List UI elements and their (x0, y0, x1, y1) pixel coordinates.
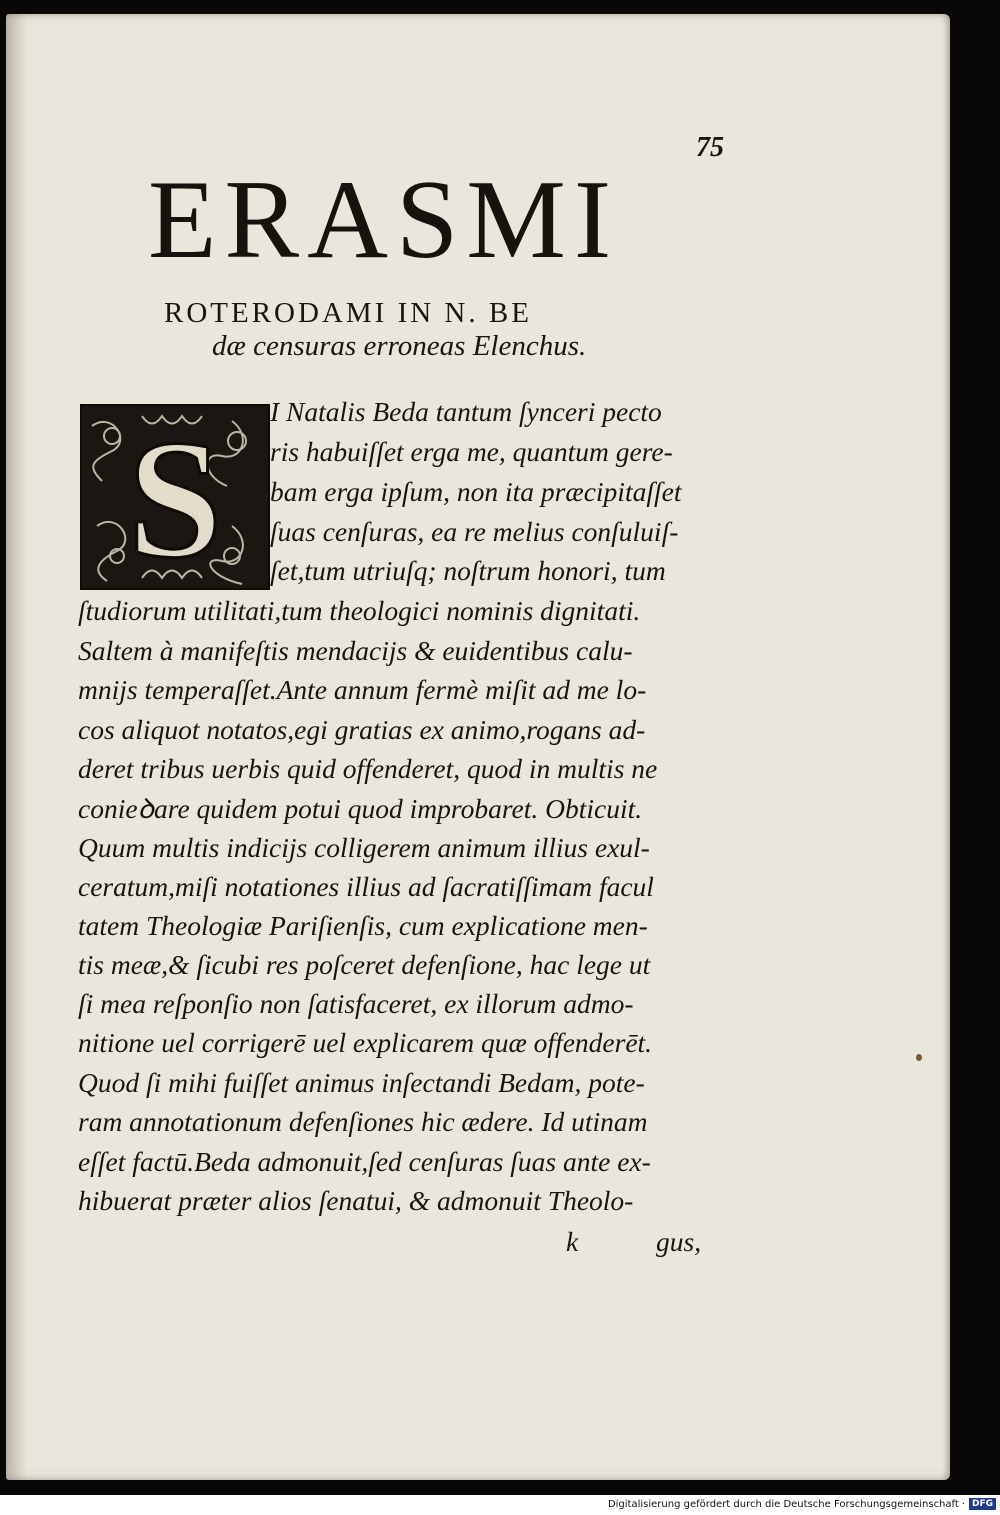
ink-spot (916, 1054, 922, 1061)
body-line: ſi mea reſponſio non ſatisfaceret, ex illorum admo- (78, 988, 634, 1019)
page-title: ERASMI (148, 158, 620, 282)
body-line: ram annotationum defenſiones hic ædere. Id utinam (78, 1106, 648, 1137)
body-line: deret tribus uerbis quid offenderet, quod in multis ne (78, 753, 658, 784)
dfg-logo-icon: DFG (969, 1498, 996, 1510)
body-line: ceratum,miſi notationes illius ad ſacratiſſimam facul (78, 871, 654, 902)
body-line: conieꝺare quidem potui quod improbaret. Obticuit. (78, 793, 643, 824)
body-line: hibuerat præter alios ſenatui, & admonuit Theolo- (78, 1185, 634, 1216)
body-line: cos aliquot notatos,egi gratias ex animo,rogans ad- (78, 714, 646, 745)
body-line: nitione uel corrigerē uel explicarem quæ offenderēt. (78, 1027, 653, 1058)
digitization-credit-bar (0, 1495, 1000, 1515)
body-line: bam erga ipſum, non ita præcipitaſſet (270, 476, 682, 507)
body-line: I Natalis Beda tantum ſynceri pecto (270, 396, 662, 427)
book-page (6, 14, 950, 1480)
body-line: ſet,tum utriuſq; noſtrum honori, tum (270, 555, 666, 586)
body-line: ris habuiſſet erga me, quantum gere- (270, 436, 673, 467)
body-line: tis meæ,& ſicubi res poſceret defenſione, hac lege ut (78, 949, 651, 980)
body-line: ſuas cenſuras, ea re melius conſuluiſ- (270, 516, 679, 547)
decorated-initial-letter-icon (80, 404, 270, 590)
catchword: gus, (656, 1226, 702, 1257)
subtitle-line-2: dæ censuras erroneas Elenchus. (212, 330, 587, 362)
initial-letter: S (127, 406, 223, 588)
body-line: Quod ſi mihi fuiſſet animus inſectandi Bedam, pote- (78, 1067, 645, 1098)
subtitle-line-1: ROTERODAMI IN N. BE (164, 297, 532, 329)
body-line: Quum multis indicijs colligerem animum illius exul- (78, 832, 650, 863)
body-line: eſſet factū.Beda admonuit,ſed cenſuras ſuas ante ex- (78, 1146, 651, 1177)
page-number: 75 (696, 132, 724, 163)
body-line: mnijs temperaſſet.Ante annum fermè miſit ad me lo- (78, 674, 647, 705)
body-line: tatem Theologiæ Pariſienſis, cum explicatione men- (78, 910, 648, 941)
body-line: Saltem à manifeſtis mendacijs & euidentibus calu- (78, 635, 633, 666)
credit-separator: · (961, 1499, 965, 1510)
signature-mark: k (566, 1226, 579, 1257)
credit-text: Digitalisierung gefördert durch die Deutsche Forschungsgemeinschaft (607, 1499, 959, 1510)
body-line: ſtudiorum utilitati,tum theologici nominis dignitati. (78, 595, 641, 626)
